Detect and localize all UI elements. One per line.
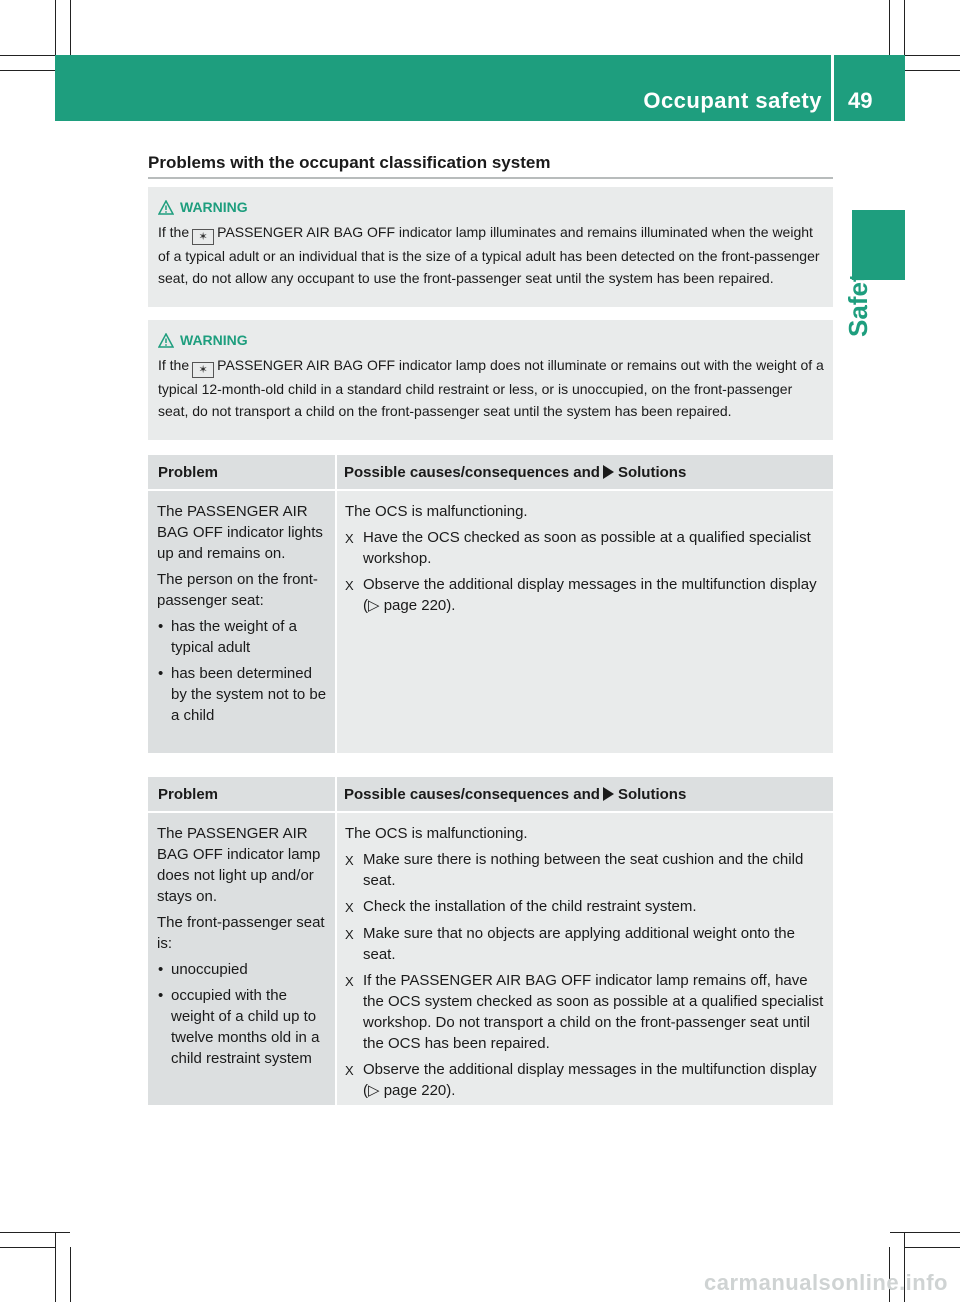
- warning-label: WARNING: [180, 332, 248, 348]
- solution-step: [345, 574, 827, 616]
- crop-mark: [0, 55, 55, 56]
- step-text: Observe the additional display messages in the multifunction display (▷ page 220).: [363, 576, 817, 614]
- problem-cell: [148, 491, 337, 753]
- warning-text-start: If the: [158, 357, 190, 373]
- solution-step: [345, 1059, 827, 1101]
- col-causes-label: Possible causes/consequences and: [344, 464, 600, 481]
- list-item: [157, 985, 330, 1069]
- table-header: [148, 777, 833, 811]
- step-text: If the PASSENGER AIR BAG OFF indicator lamp remains off, have the OCS system checked as soon as possible at a qualified specialist workshop. Do not transport a child on the front-passenger seat until the OCS has been repaired.: [363, 972, 824, 1052]
- solution-step: [345, 970, 827, 1054]
- bullet-icon: •: [158, 665, 164, 682]
- crop-mark: [889, 0, 890, 55]
- crop-mark: [0, 1232, 70, 1233]
- solution-step: [345, 896, 827, 918]
- table-row: [148, 813, 833, 1105]
- side-tab-label: Safety: [843, 258, 873, 337]
- problem-table: [148, 777, 833, 1105]
- warning-text-rest: PASSENGER AIR BAG OFF indicator lamp illuminates and remains illuminated when the weight of a typical adult or an individual that is the size of a typical adult has been detected on the front-passenger seat, do not allow any occupant to use the front-passenger seat until the system has been repaired.: [158, 224, 820, 286]
- warning-triangle-icon: [158, 200, 174, 215]
- solution-step: [345, 527, 827, 569]
- warning-header: [158, 332, 824, 348]
- problem-table: [148, 455, 833, 753]
- cause-text: The OCS is malfunctioning.: [345, 503, 528, 520]
- warning-text: [158, 354, 824, 422]
- step-arrow-icon: X: [345, 1063, 354, 1078]
- list-item-text: has the weight of a typical adult: [171, 618, 297, 656]
- step-text: Make sure there is nothing between the seat cushion and the child seat.: [363, 851, 804, 889]
- list-item: [157, 663, 330, 726]
- cause-text: The OCS is malfunctioning.: [345, 825, 528, 842]
- col-solutions-label: Solutions: [617, 786, 687, 803]
- warning-text-start: If the: [158, 224, 190, 240]
- crop-mark: [890, 1232, 960, 1233]
- bullet-icon: •: [158, 987, 164, 1004]
- crop-mark: [70, 0, 71, 55]
- problem-text: The PASSENGER AIR BAG OFF indicator lights up and remains on.: [157, 503, 323, 562]
- crop-mark: [905, 1247, 960, 1248]
- step-text: Have the OCS checked as soon as possible at a qualified specialist workshop.: [363, 529, 811, 567]
- step-arrow-icon: X: [345, 578, 354, 593]
- list-item-text: occupied with the weight of a child up to twelve months old in a child restraint system: [171, 987, 320, 1067]
- problem-text: The person on the front-passenger seat:: [157, 571, 318, 609]
- step-arrow-icon: X: [345, 531, 354, 546]
- header-divider: [831, 55, 834, 121]
- problem-cell: [148, 813, 337, 1105]
- chapter-title: Occupant safety: [643, 88, 822, 113]
- step-arrow-icon: X: [345, 974, 354, 989]
- col-problem-header: Problem: [148, 455, 337, 489]
- solution-cell: [337, 491, 833, 753]
- solution-cell: [337, 813, 833, 1105]
- col-causes-header: [337, 777, 833, 811]
- warning-box: [148, 187, 833, 307]
- problem-text: The PASSENGER AIR BAG OFF indicator lamp does not light up and/or stays on.: [157, 825, 321, 905]
- list-item-text: unoccupied: [171, 961, 248, 978]
- passenger-airbag-off-icon: ✶: [192, 229, 214, 245]
- footer-watermark: carmanualsonline.info: [704, 1270, 948, 1295]
- list-item-text: has been determined by the system not to be a child: [171, 665, 327, 724]
- col-solutions-label: Solutions: [617, 464, 687, 481]
- warning-text: [158, 221, 824, 289]
- col-problem-header: Problem: [148, 777, 337, 811]
- crop-mark: [0, 1247, 55, 1248]
- warning-header: [158, 199, 824, 215]
- bullet-icon: •: [158, 961, 164, 978]
- col-causes-header: [337, 455, 833, 489]
- page-number: 49: [848, 88, 873, 113]
- step-text: Check the installation of the child restraint system.: [363, 898, 697, 915]
- passenger-airbag-off-icon: ✶: [192, 362, 214, 378]
- warning-label: WARNING: [180, 199, 248, 215]
- solution-triangle-icon: [603, 787, 614, 801]
- solution-step: [345, 849, 827, 891]
- bullet-icon: •: [158, 618, 164, 635]
- warning-box: [148, 320, 833, 440]
- table-header: [148, 455, 833, 489]
- warning-text-rest: PASSENGER AIR BAG OFF indicator lamp does not illuminate or remains out with the weight of a typical 12-month-old child in a standard child restraint or less, or is unoccupied, on the front-passenger seat, do not transport a child on the front-passenger seat until the system has been repaired.: [158, 357, 824, 419]
- step-text: Observe the additional display messages in the multifunction display (▷ page 220).: [363, 1061, 817, 1099]
- section-rule: [148, 177, 833, 179]
- step-arrow-icon: X: [345, 900, 354, 915]
- table-row: [148, 491, 833, 753]
- step-text: Make sure that no objects are applying additional weight onto the seat.: [363, 925, 795, 963]
- col-causes-label: Possible causes/consequences and: [344, 786, 600, 803]
- step-arrow-icon: X: [345, 927, 354, 942]
- list-item: [157, 616, 330, 658]
- step-arrow-icon: X: [345, 853, 354, 868]
- warning-triangle-icon: [158, 333, 174, 348]
- crop-mark: [905, 55, 960, 56]
- list-item: [157, 959, 330, 980]
- section-heading: Problems with the occupant classification system: [148, 153, 551, 172]
- solution-triangle-icon: [603, 465, 614, 479]
- problem-text: The front-passenger seat is:: [157, 914, 325, 952]
- solution-step: [345, 923, 827, 965]
